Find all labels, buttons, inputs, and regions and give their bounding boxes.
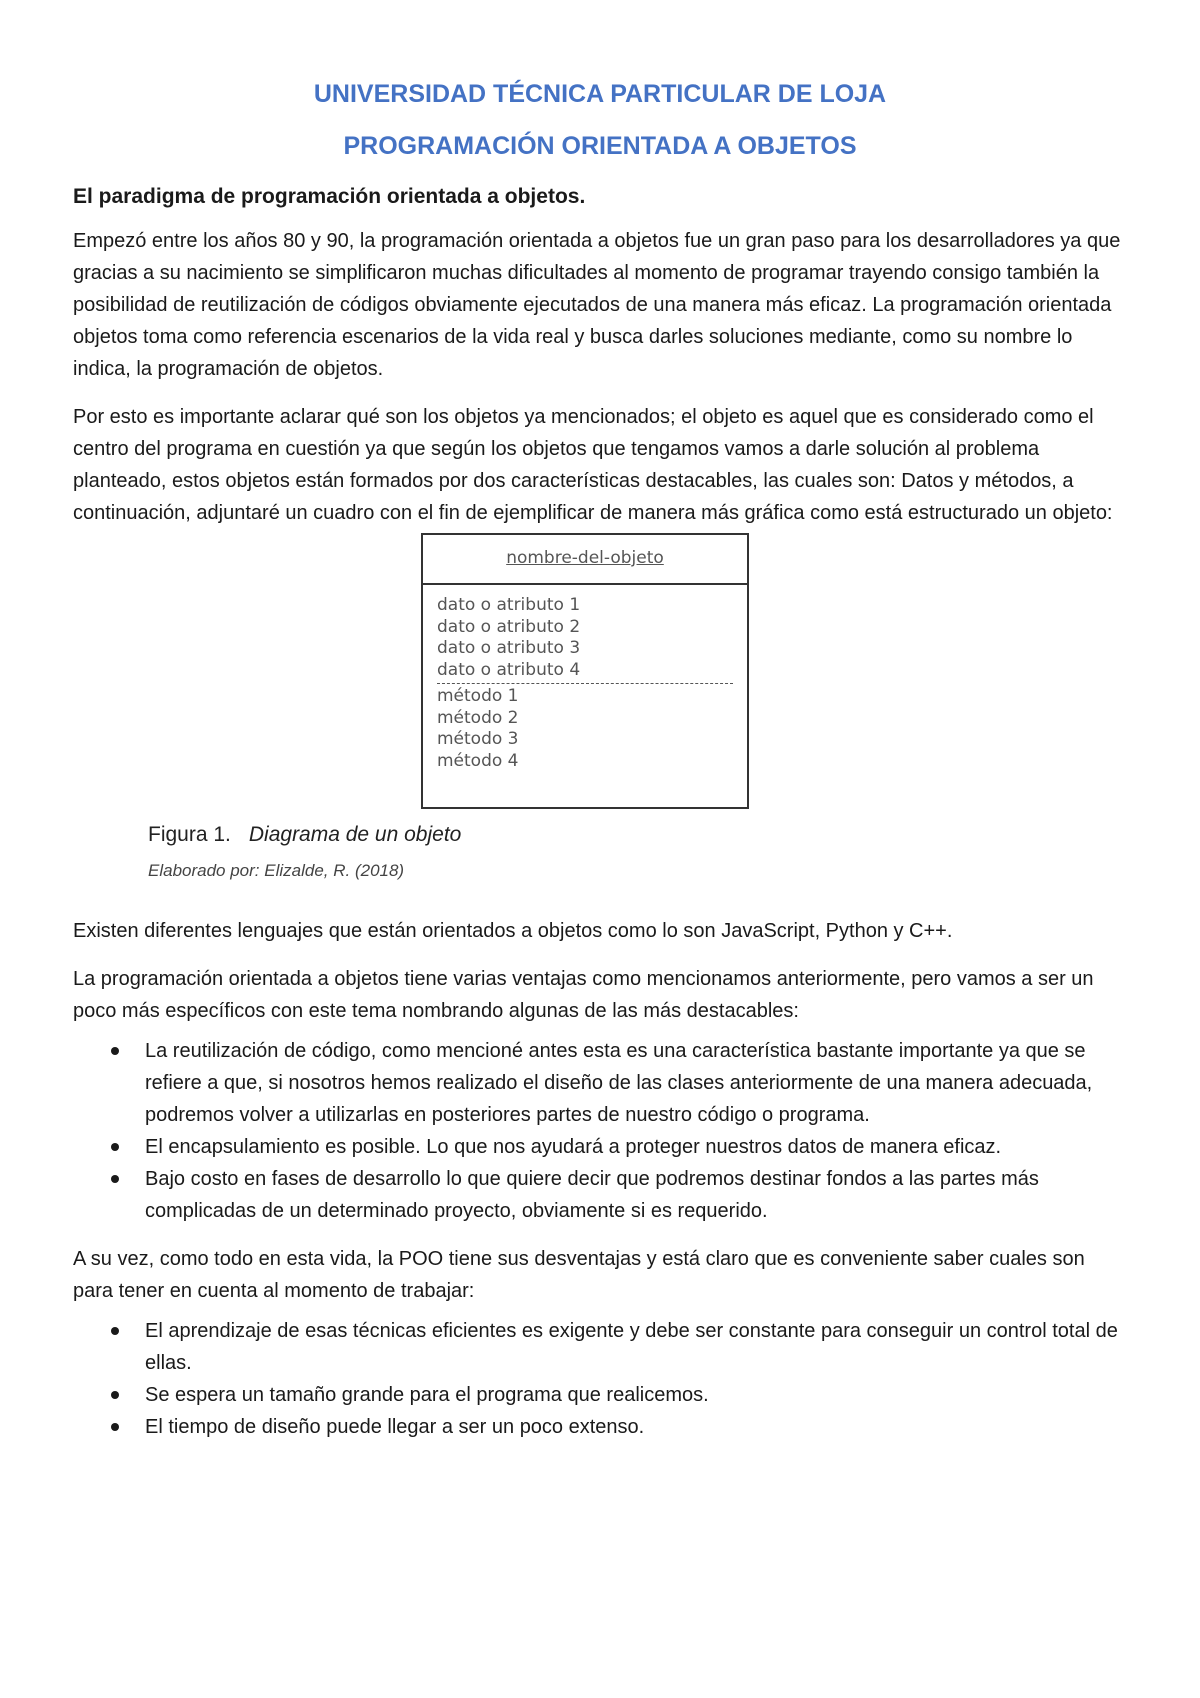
- disadvantages-intro: A su vez, como todo en esta vida, la POO tiene sus desventajas y está claro que es conveniente saber cuales son para tener en cuenta al momento de trabajar:: [73, 1248, 1085, 1302]
- object-name: nombre-del-objeto: [506, 548, 664, 568]
- figure-credit: Elaborado por: Elizalde, R. (2018): [148, 861, 405, 880]
- university-title: UNIVERSIDAD TÉCNICA PARTICULAR DE LOJA: [313, 80, 887, 108]
- section-heading: El paradigma de programación orientada a objetos.: [73, 185, 586, 208]
- attribute-item: dato o atributo 1: [437, 595, 581, 615]
- method-item: método 4: [437, 750, 519, 771]
- figure-label: Figura 1.: [148, 823, 231, 846]
- list-item: [73, 1131, 1127, 1163]
- bullet-icon: [111, 1175, 119, 1183]
- attribute-item: dato o atributo 2: [437, 616, 581, 637]
- attribute-item: dato o atributo 3: [437, 638, 581, 658]
- list-item: [73, 1315, 1127, 1379]
- object-diagram: [421, 533, 749, 809]
- attribute-item: dato o atributo 4: [437, 659, 581, 680]
- list-item: [73, 1379, 1127, 1411]
- method-item: método 1: [437, 686, 519, 706]
- disadvantages-list: [73, 1315, 1127, 1443]
- bullet-icon: [111, 1391, 119, 1399]
- method-item: método 3: [437, 729, 519, 749]
- disadvantage-text: Se espera un tamaño grande para el programa que realicemos.: [145, 1384, 709, 1406]
- advantages-list: [73, 1035, 1127, 1227]
- bullet-icon: [111, 1047, 119, 1055]
- advantage-text: Bajo costo en fases de desarrollo lo que quiere decir que podremos destinar fondos a las partes más complicadas de un determinado proyecto, obviamente si es requerido.: [145, 1168, 1039, 1222]
- object-diagram-figure: [73, 529, 1127, 899]
- disadvantage-text: El tiempo de diseño puede llegar a ser un poco extenso.: [145, 1416, 645, 1438]
- figure-title: Diagrama de un objeto: [248, 823, 462, 846]
- bullet-icon: [111, 1327, 119, 1335]
- intro-paragraph: Empezó entre los años 80 y 90, la programación orientada a objetos fue un gran paso para los desarrolladores ya que gracias a su nacimiento se simplificaron muchas dificultades al momento de programar trayendo consigo también la posibilidad de reutilización de códigos obviamente ejecutados de una manera más eficaz. La programación orientada objetos toma como referencia escenarios de la vida real y busca darles soluciones mediante, como su nombre lo indica, la programación de objetos.: [73, 230, 1121, 380]
- figure-caption: [148, 823, 461, 847]
- method-item: método 2: [437, 707, 519, 728]
- object-body: [423, 585, 747, 772]
- list-item: [73, 1163, 1127, 1227]
- languages-paragraph: Existen diferentes lenguajes que están orientados a objetos como lo son JavaScript, Python y C++.: [73, 920, 953, 942]
- disadvantage-text: El aprendizaje de esas técnicas eficientes es exigente y debe ser constante para conseguir un control total de ellas.: [145, 1320, 1118, 1374]
- list-item: [73, 1035, 1127, 1131]
- objects-paragraph: Por esto es importante aclarar qué son los objetos ya mencionados; el objeto es aquel que es considerado como el centro del programa en cuestión ya que según los objetos que tengamos vamos a darle solución al problema planteado, estos objetos están formados por dos características destacables, las cuales son: Datos y métodos, a continuación, adjuntaré un cuadro con el fin de ejemplificar de manera más gráfica como está estructurado un objeto:: [73, 406, 1113, 524]
- bullet-icon: [111, 1143, 119, 1151]
- advantages-intro: La programación orientada a objetos tiene varias ventajas como mencionamos anteriormente, pero vamos a ser un poco más específicos con este tema nombrando algunas de las más destacables:: [73, 968, 1094, 1022]
- dashed-divider: [437, 683, 733, 684]
- advantage-text: La reutilización de código, como mencioné antes esta es una característica bastante importante ya que se refiere a que, si nosotros hemos realizado el diseño de las clases anteriormente de una manera adecuada, podremos volver a utilizarlas en posteriores partes de nuestro código o programa.: [145, 1040, 1093, 1126]
- list-item: [73, 1411, 1127, 1443]
- bullet-icon: [111, 1423, 119, 1431]
- course-title: PROGRAMACIÓN ORIENTADA A OBJETOS: [343, 132, 857, 160]
- advantage-text: El encapsulamiento es posible. Lo que nos ayudará a proteger nuestros datos de manera eficaz.: [145, 1136, 1002, 1158]
- object-name-header: [423, 535, 747, 585]
